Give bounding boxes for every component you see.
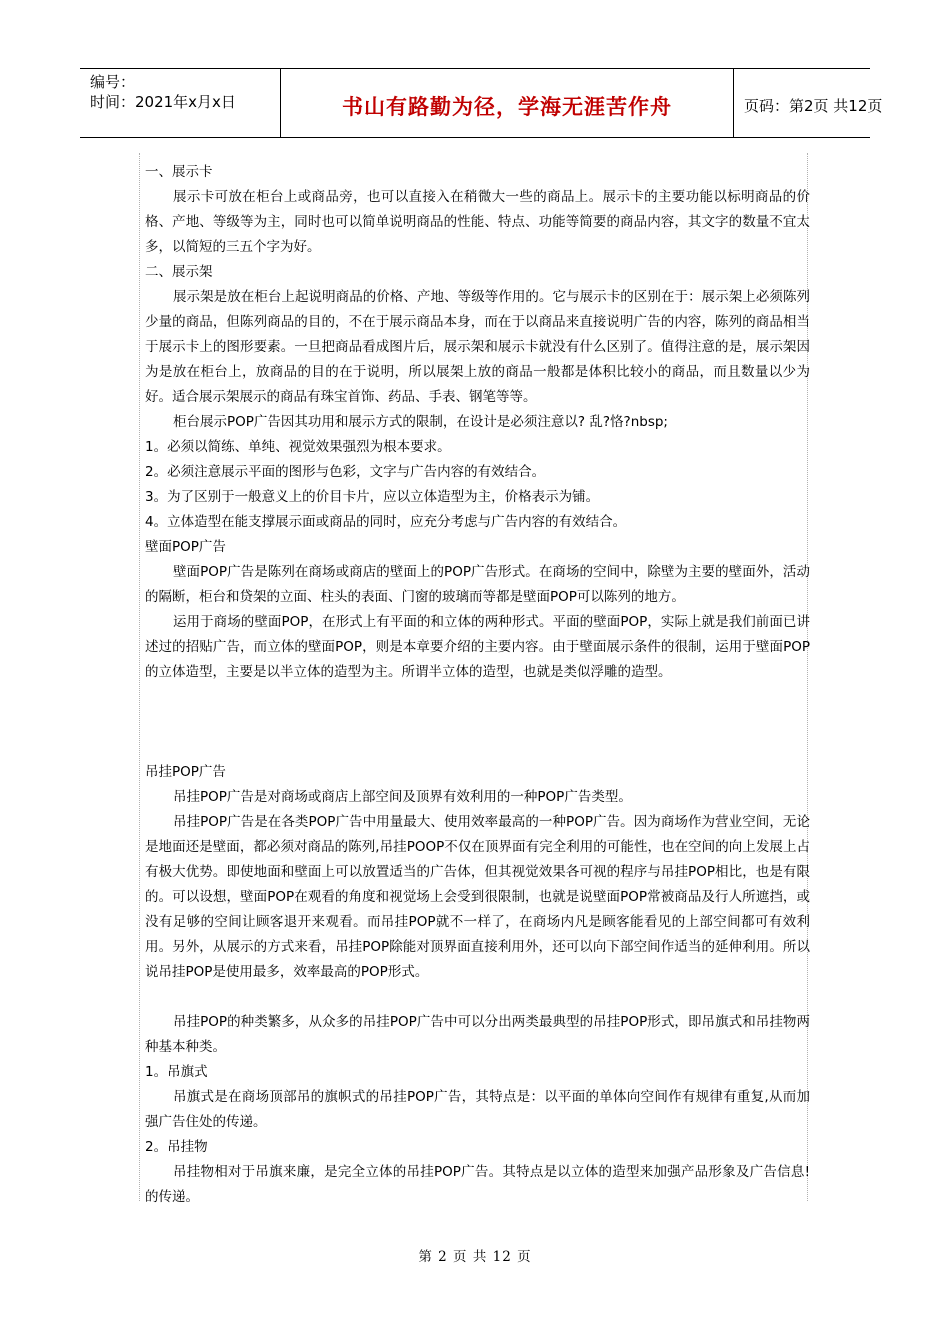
header-motto-cell	[280, 69, 734, 137]
body-paragraph: 展示架是放在柜台上起说明商品的价格、产地、等级等作用的。它与展示卡的区别在于：展示架上必须陈列少量的商品，但陈列商品的目的，不在于展示商品本身，而在于以商品来直接说明广告的内容，陈列的商品相当于展示卡上的图形要素。一旦把商品看成图片后，展示架和展示卡就没有什么区别了。值得注意的是，展示架因为是放在柜台上，放商品的目的在于说明，所以展架上放的商品一般都是体积比较小的商品，而且数量以少为好。适合展示架展示的商品有珠宝首饰、药品、手表、钢笔等等。	[145, 289, 810, 405]
paragraph-spacer	[145, 685, 810, 760]
body-paragraph: 吊挂POP广告是对商场或商店上部空间及顶界有效利用的一种POP广告类型。	[173, 789, 632, 805]
section-heading: 一、展示卡	[145, 164, 213, 180]
body-paragraph: 吊挂POP广告是在各类POP广告中用量最大、使用效率最高的一种POP广告。因为商场作为营业空间，无论是地面还是壁面，都必须对商品的陈列,吊挂POOP不仅在顶界面有完全利用的可能性，也在空间的向上发展上占有极大优势。即使地面和壁面上可以放置适当的广告体，但其视觉效果各可视的程序与吊挂POP相比，也是有限的。可以设想，壁面POP在观看的角度和视觉场上会受到很限制，也就是说壁面POP常被商品及行人所遮挡，或没有足够的空间让顾客退开来观看。而吊挂POP就不一样了，在商场内凡是顾客能看见的上部空间都可有效利用。另外，从展示的方式来看，吊挂POP除能对顶界面直接利用外，还可以向下部空间作适当的延伸利用。所以说吊挂POP是使用最多，效率最高的POP形式。	[145, 814, 810, 980]
section-heading: 2。必须注意展示平面的图形与色彩，文字与广告内容的有效结合。	[145, 464, 546, 480]
body-paragraph: 柜台展示POP广告因其功用和展示方式的限制，在设计是必须注意以? 乱?恪?nbsp;	[173, 414, 668, 430]
section-heading: 吊挂POP广告	[145, 764, 226, 780]
body-paragraph: 吊挂物相对于吊旗来廉，是完全立体的吊挂POP广告。其特点是以立体的造型来加强产品形象及广告信息! 的传递。	[145, 1164, 810, 1205]
header-motto: 书山有路勤为径，学海无涯苦作舟	[342, 95, 672, 119]
paragraph-spacer	[145, 985, 810, 1010]
document-body	[145, 160, 810, 1210]
document-header	[80, 68, 883, 138]
document-number-label: 编号：	[90, 73, 136, 91]
section-heading: 二、展示架	[145, 264, 213, 280]
section-heading: 壁面POP广告	[145, 539, 226, 555]
section-heading: 3。为了区别于一般意义上的价目卡片，应以立体造型为主，价格表示为铺。	[145, 489, 600, 505]
header-meta-cell	[80, 69, 280, 137]
body-paragraph: 壁面POP广告是陈列在商场或商店的壁面上的POP广告形式。在商场的空间中，除壁为主要的壁面外，活动的隔断，柜台和贷架的立面、柱头的表面、门窗的玻璃而等都是壁面POP可以陈列的地方。	[145, 564, 810, 605]
page-footer: 第 2 页 共 12 页	[418, 1249, 532, 1265]
header-page-cell	[733, 69, 883, 137]
body-paragraph: 吊挂POP的种类繁多，从众多的吊挂POP广告中可以分出两类最典型的吊挂POP形式，即吊旗式和吊挂物两种基本种类。	[145, 1014, 810, 1055]
document-date: 时间：2021年x月x日	[90, 93, 236, 111]
section-heading: 4。立体造型在能支撑展示面或商品的同时，应充分考虑与广告内容的有效结合。	[145, 514, 627, 530]
body-paragraph: 运用于商场的壁面POP，在形式上有平面的和立体的两种形式。平面的壁面POP，实际上就是我们前面已讲述过的招贴广告，而立体的壁面POP，则是本章要介绍的主要内容。由于壁面展示条件的很制，运用于壁面POP的立体造型，主要是以半立体的造型为主。所谓半立体的造型，也就是类似浮雕的造型。	[145, 614, 810, 680]
body-paragraph: 吊旗式是在商场顶部吊的旗帜式的吊挂POP广告，其特点是：以平面的单体向空间作有规律有重复,从而加强广告住处的传递。	[145, 1089, 810, 1130]
section-heading: 1。必须以简练、单纯、视觉效果强烈为根本要求。	[145, 439, 451, 455]
header-page-info: 页码：第2页 共12页	[744, 97, 883, 115]
section-heading: 1。吊旗式	[145, 1064, 208, 1080]
section-heading: 2。吊挂物	[145, 1139, 208, 1155]
body-paragraph: 展示卡可放在柜台上或商品旁，也可以直接入在稍微大一些的商品上。展示卡的主要功能以标明商品的价格、产地、等级等为主，同时也可以简单说明商品的性能、特点、功能等简要的商品内容，其文字的数量不宜太多，以简短的三五个字为好。	[145, 189, 810, 255]
